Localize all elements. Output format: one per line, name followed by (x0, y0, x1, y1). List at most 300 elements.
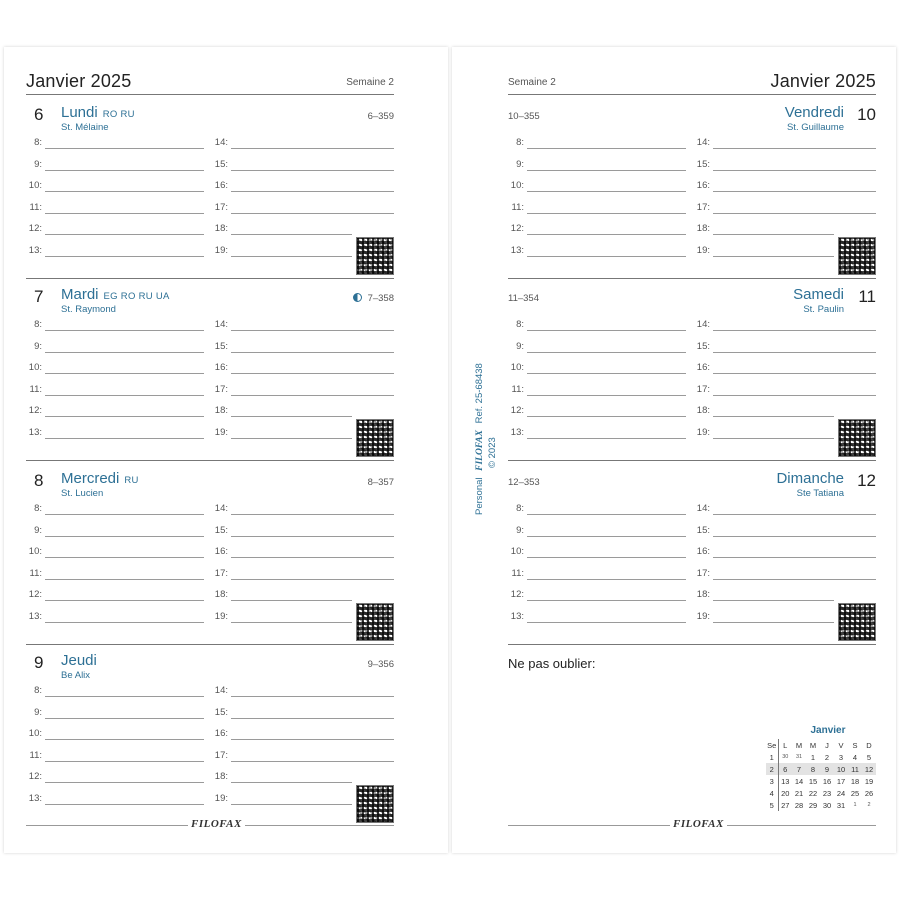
time-label: 12: (510, 589, 524, 600)
calendar-day: 5 (866, 752, 872, 762)
writing-line (45, 213, 204, 214)
writing-line (45, 696, 204, 697)
time-label: 18: (214, 589, 228, 600)
writing-line (527, 536, 686, 537)
time-slot[interactable] (508, 159, 686, 173)
time-slot[interactable] (212, 568, 394, 582)
time-label: 9: (34, 340, 42, 352)
writing-line (713, 213, 876, 214)
time-slot[interactable] (212, 525, 394, 539)
week-number: 2 (766, 763, 778, 775)
time-slot[interactable] (508, 341, 686, 355)
time-slot[interactable] (508, 546, 686, 560)
time-label: 12: (28, 771, 42, 782)
time-slot[interactable] (212, 202, 394, 216)
time-label: 11: (29, 749, 42, 761)
writing-line (231, 213, 394, 214)
time-slot[interactable] (212, 589, 352, 603)
writing-line (231, 557, 394, 558)
time-slot[interactable] (212, 362, 394, 376)
time-slot[interactable] (694, 245, 834, 259)
qr-code (838, 237, 876, 275)
time-label: 12: (28, 589, 42, 600)
notes-label: Ne pas oublier: (508, 656, 596, 671)
day-divider (26, 460, 394, 461)
writing-line (231, 256, 352, 257)
time-slot[interactable] (508, 611, 686, 625)
writing-line (713, 191, 876, 192)
time-slot[interactable] (694, 503, 876, 517)
day-block (508, 279, 876, 461)
time-slot[interactable] (508, 405, 686, 419)
day-count-text: 7–358 (367, 293, 394, 304)
week-number: 3 (766, 775, 778, 787)
week-label: Semaine 2 (346, 77, 394, 88)
time-slot[interactable] (212, 245, 352, 259)
time-slot[interactable] (508, 180, 686, 194)
day-number: 10 (857, 105, 876, 124)
time-slot[interactable] (26, 202, 204, 216)
time-label: 11: (29, 201, 42, 213)
moon-phase-icon (353, 293, 362, 302)
time-label: 18: (696, 223, 710, 234)
day-block (26, 645, 394, 827)
time-slot[interactable] (26, 728, 204, 742)
time-slot[interactable] (694, 137, 876, 151)
time-slot[interactable] (212, 223, 352, 237)
time-label: 13: (28, 244, 42, 256)
time-label: 8: (34, 319, 42, 330)
writing-line (231, 438, 352, 439)
time-slot[interactable] (508, 568, 686, 582)
time-slot[interactable] (26, 341, 204, 355)
day-name-text: Mercredi (61, 470, 120, 487)
time-slot[interactable] (508, 319, 686, 333)
time-label: 19: (214, 426, 228, 438)
time-label: 15: (696, 158, 710, 170)
time-slot[interactable] (26, 405, 204, 419)
time-label: 9: (516, 158, 524, 170)
calendar-day: 4 (852, 752, 858, 762)
copyright: © 2023 (487, 437, 498, 468)
writing-line (713, 395, 876, 396)
time-label: 15: (696, 524, 710, 536)
time-slot[interactable] (212, 793, 352, 807)
time-label: 12: (510, 223, 524, 234)
mini-calendar-week-row (766, 751, 876, 763)
time-label: 9: (34, 524, 42, 536)
time-slot[interactable] (26, 525, 204, 539)
writing-line (527, 514, 686, 515)
time-slot[interactable] (508, 427, 686, 441)
time-slot[interactable] (508, 525, 686, 539)
weekday-header: D (866, 740, 872, 750)
time-slot[interactable] (212, 503, 394, 517)
time-label: 15: (214, 158, 228, 170)
time-label: 9: (516, 524, 524, 536)
day-name-text: Jeudi (61, 652, 97, 669)
writing-line (231, 696, 394, 697)
saint-name: St. Guillaume (786, 122, 844, 133)
time-label: 9: (34, 158, 42, 170)
time-label: 16: (214, 180, 228, 191)
time-label: 8: (516, 137, 524, 148)
mini-calendar-header-row (766, 739, 876, 751)
month-title: Janvier 2025 (770, 71, 876, 91)
writing-line (45, 804, 204, 805)
time-label: 10: (510, 180, 524, 191)
time-slot[interactable] (26, 384, 204, 398)
time-label: 13: (510, 426, 524, 438)
day-divider (508, 460, 876, 461)
mini-calendar-week-row (766, 799, 876, 811)
day-name (61, 104, 135, 121)
time-slot[interactable] (26, 362, 204, 376)
saint-name: St. Lucien (61, 488, 104, 499)
writing-line (713, 256, 834, 257)
writing-line (231, 782, 352, 783)
time-label: 16: (696, 546, 710, 557)
time-label: 11: (511, 567, 524, 579)
writing-line (231, 234, 352, 235)
writing-line (527, 256, 686, 257)
day-name: Samedi (793, 286, 844, 303)
writing-line (45, 782, 204, 783)
qr-code (356, 785, 394, 823)
time-label: 8: (516, 319, 524, 330)
saint-name: St. Paulin (803, 304, 844, 315)
writing-line (231, 352, 394, 353)
time-label: 8: (34, 503, 42, 514)
mini-calendar-week-row (766, 763, 876, 775)
calendar-day: 6 (778, 763, 792, 775)
writing-line (527, 579, 686, 580)
writing-line (45, 600, 204, 601)
month-title: Janvier 2025 (26, 71, 132, 91)
writing-line (45, 395, 204, 396)
time-label: 13: (510, 610, 524, 622)
writing-line (45, 557, 204, 558)
holiday-flags: RO RU (102, 109, 135, 120)
calendar-day: 12 (862, 763, 876, 775)
time-slot[interactable] (694, 159, 876, 173)
writing-line (527, 148, 686, 149)
time-slot[interactable] (26, 589, 204, 603)
time-label: 18: (214, 223, 228, 234)
calendar-day: 26 (864, 788, 874, 798)
time-slot[interactable] (26, 223, 204, 237)
writing-line (45, 170, 204, 171)
day-number: 12 (857, 471, 876, 490)
writing-line (713, 514, 876, 515)
time-slot[interactable] (212, 405, 352, 419)
time-slot[interactable] (26, 568, 204, 582)
time-slot[interactable] (26, 750, 204, 764)
time-slot[interactable] (694, 611, 834, 625)
filofax-logo: FILOFAX (475, 430, 485, 471)
time-slot[interactable] (26, 771, 204, 785)
writing-line (527, 416, 686, 417)
writing-line (713, 536, 876, 537)
time-label: 10: (28, 546, 42, 557)
calendar-day: 20 (781, 788, 790, 798)
mini-calendar-grid (766, 739, 876, 811)
writing-line (45, 718, 204, 719)
calendar-day: 30 (822, 800, 832, 810)
time-slot[interactable] (508, 503, 686, 517)
weekday-header: M (795, 740, 803, 750)
day-name (61, 470, 139, 487)
time-label: 10: (28, 180, 42, 191)
time-label: 13: (28, 426, 42, 438)
writing-line (45, 438, 204, 439)
time-label: 15: (214, 524, 228, 536)
time-slot[interactable] (26, 685, 204, 699)
day-number: 11 (858, 287, 876, 306)
time-label: 12: (28, 223, 42, 234)
time-slot[interactable] (212, 341, 394, 355)
time-slot[interactable] (26, 707, 204, 721)
calendar-day: 1 (853, 802, 857, 808)
saint-name: Ste Tatiana (796, 488, 844, 499)
day-name: Dimanche (776, 470, 844, 487)
writing-line (527, 234, 686, 235)
time-slot[interactable] (694, 341, 876, 355)
time-label: 11: (29, 383, 42, 395)
writing-line (713, 352, 876, 353)
calendar-day: 8 (806, 763, 820, 775)
writing-line (45, 622, 204, 623)
calendar-day: 22 (808, 788, 818, 798)
time-slot[interactable] (508, 137, 686, 151)
saint-name: St. Raymond (61, 304, 116, 315)
weekday-header: S (852, 740, 858, 750)
time-slot[interactable] (26, 503, 204, 517)
writing-line (713, 148, 876, 149)
time-slot[interactable] (212, 137, 394, 151)
calendar-day: 31 (836, 800, 846, 810)
writing-line (231, 514, 394, 515)
time-slot[interactable] (26, 245, 204, 259)
time-label: 16: (696, 362, 710, 373)
time-slot[interactable] (508, 589, 686, 603)
time-slot[interactable] (26, 137, 204, 151)
weekday-header: Se (767, 740, 777, 750)
time-slot[interactable] (508, 202, 686, 216)
time-slot[interactable] (694, 568, 876, 582)
time-slot[interactable] (212, 611, 352, 625)
time-label: 18: (214, 405, 228, 416)
time-slot[interactable] (26, 159, 204, 173)
time-label: 18: (696, 589, 710, 600)
time-label: 13: (28, 792, 42, 804)
time-slot[interactable] (212, 180, 394, 194)
writing-line (231, 373, 394, 374)
writing-line (45, 416, 204, 417)
time-label: 10: (510, 362, 524, 373)
writing-line (713, 234, 834, 235)
time-label: 17: (214, 567, 228, 579)
time-label: 16: (696, 180, 710, 191)
writing-line (45, 234, 204, 235)
reference-number: Ref. 25-68438 (474, 363, 485, 424)
writing-line (231, 579, 394, 580)
time-label: 8: (34, 137, 42, 148)
time-slot[interactable] (26, 427, 204, 441)
qr-code (356, 419, 394, 457)
time-slot[interactable] (694, 180, 876, 194)
day-count (368, 477, 394, 488)
writing-line (45, 373, 204, 374)
writing-line (713, 622, 834, 623)
time-slot[interactable] (694, 319, 876, 333)
holiday-flags: RU (124, 475, 139, 486)
weekday-header: J (825, 740, 829, 750)
day-count (368, 111, 394, 122)
time-slot[interactable] (212, 159, 394, 173)
time-slot[interactable] (694, 223, 834, 237)
time-label: 10: (510, 546, 524, 557)
writing-line (45, 256, 204, 257)
time-label: 14: (696, 137, 710, 148)
writing-line (45, 148, 204, 149)
time-label: 16: (214, 362, 228, 373)
time-slot[interactable] (212, 707, 394, 721)
time-label: 17: (214, 749, 228, 761)
writing-line (45, 352, 204, 353)
writing-line (45, 579, 204, 580)
calendar-day: 27 (781, 800, 790, 810)
time-slot[interactable] (26, 319, 204, 333)
time-slot[interactable] (508, 223, 686, 237)
time-label: 19: (214, 792, 228, 804)
writing-line (527, 213, 686, 214)
saint-name: St. Mélaine (61, 122, 109, 133)
writing-line (713, 579, 876, 580)
mini-calendar-week-row (766, 775, 876, 787)
time-slot[interactable] (212, 750, 394, 764)
time-slot[interactable] (212, 319, 394, 333)
writing-line (713, 438, 834, 439)
filofax-logo: FILOFAX (670, 818, 727, 830)
time-label: 13: (28, 610, 42, 622)
day-name-text: Lundi (61, 104, 98, 121)
calendar-day: 24 (836, 788, 846, 798)
writing-line (45, 191, 204, 192)
writing-line (231, 191, 394, 192)
time-slot[interactable] (694, 202, 876, 216)
calendar-day: 16 (822, 776, 832, 786)
day-block (26, 279, 394, 461)
writing-line (527, 557, 686, 558)
time-label: 11: (511, 201, 524, 213)
writing-line (527, 438, 686, 439)
time-slot[interactable] (26, 611, 204, 625)
time-label: 19: (214, 610, 228, 622)
calendar-day: 15 (808, 776, 818, 786)
calendar-day: 2 (867, 802, 871, 808)
time-slot[interactable] (26, 180, 204, 194)
mini-calendar-week-row (766, 787, 876, 799)
time-label: 17: (696, 383, 710, 395)
weekday-header: V (838, 740, 844, 750)
time-slot[interactable] (694, 405, 834, 419)
weekday-header: L (783, 740, 788, 750)
writing-line (45, 536, 204, 537)
time-label: 18: (696, 405, 710, 416)
calendar-day: 30 (782, 754, 789, 760)
time-slot[interactable] (694, 362, 876, 376)
time-slot[interactable] (212, 384, 394, 398)
time-slot[interactable] (212, 546, 394, 560)
time-slot[interactable] (508, 384, 686, 398)
writing-line (45, 739, 204, 740)
page-header (508, 71, 876, 95)
writing-line (713, 600, 834, 601)
writing-line (713, 330, 876, 331)
time-label: 19: (696, 610, 710, 622)
time-slot[interactable] (212, 685, 394, 699)
writing-line (527, 600, 686, 601)
time-label: 9: (34, 706, 42, 718)
time-slot[interactable] (694, 384, 876, 398)
time-slot[interactable] (26, 546, 204, 560)
calendar-day: 10 (834, 763, 848, 775)
time-slot[interactable] (508, 245, 686, 259)
time-label: 14: (214, 319, 228, 330)
time-label: 19: (696, 244, 710, 256)
filofax-logo: FILOFAX (188, 818, 245, 830)
day-count-text: 9–356 (367, 659, 394, 670)
time-label: 12: (510, 405, 524, 416)
day-number: 9 (34, 653, 44, 672)
calendar-day: 23 (822, 788, 832, 798)
day-number: 8 (34, 471, 44, 490)
time-label: 8: (34, 685, 42, 696)
time-label: 17: (214, 201, 228, 213)
calendar-day: 3 (838, 752, 844, 762)
week-number: 5 (766, 799, 778, 811)
writing-line (231, 761, 394, 762)
time-label: 14: (696, 319, 710, 330)
time-slot[interactable] (212, 728, 394, 742)
calendar-day: 14 (794, 776, 804, 786)
format-label: Personal (474, 477, 485, 515)
qr-code (356, 237, 394, 275)
time-slot[interactable] (694, 427, 834, 441)
day-count (368, 659, 394, 670)
time-slot[interactable] (694, 546, 876, 560)
spine-imprint (474, 363, 485, 515)
time-label: 11: (511, 383, 524, 395)
mini-calendar (766, 725, 878, 811)
time-slot[interactable] (26, 793, 204, 807)
time-label: 15: (214, 340, 228, 352)
time-slot[interactable] (212, 427, 352, 441)
writing-line (713, 373, 876, 374)
calendar-day: 9 (820, 763, 834, 775)
qr-code (838, 419, 876, 457)
writing-line (231, 536, 394, 537)
day-name (61, 286, 170, 303)
time-slot[interactable] (508, 362, 686, 376)
time-slot[interactable] (212, 771, 352, 785)
time-slot[interactable] (694, 589, 834, 603)
time-label: 9: (516, 340, 524, 352)
time-slot[interactable] (694, 525, 876, 539)
day-block (26, 97, 394, 279)
right-page (452, 47, 896, 853)
